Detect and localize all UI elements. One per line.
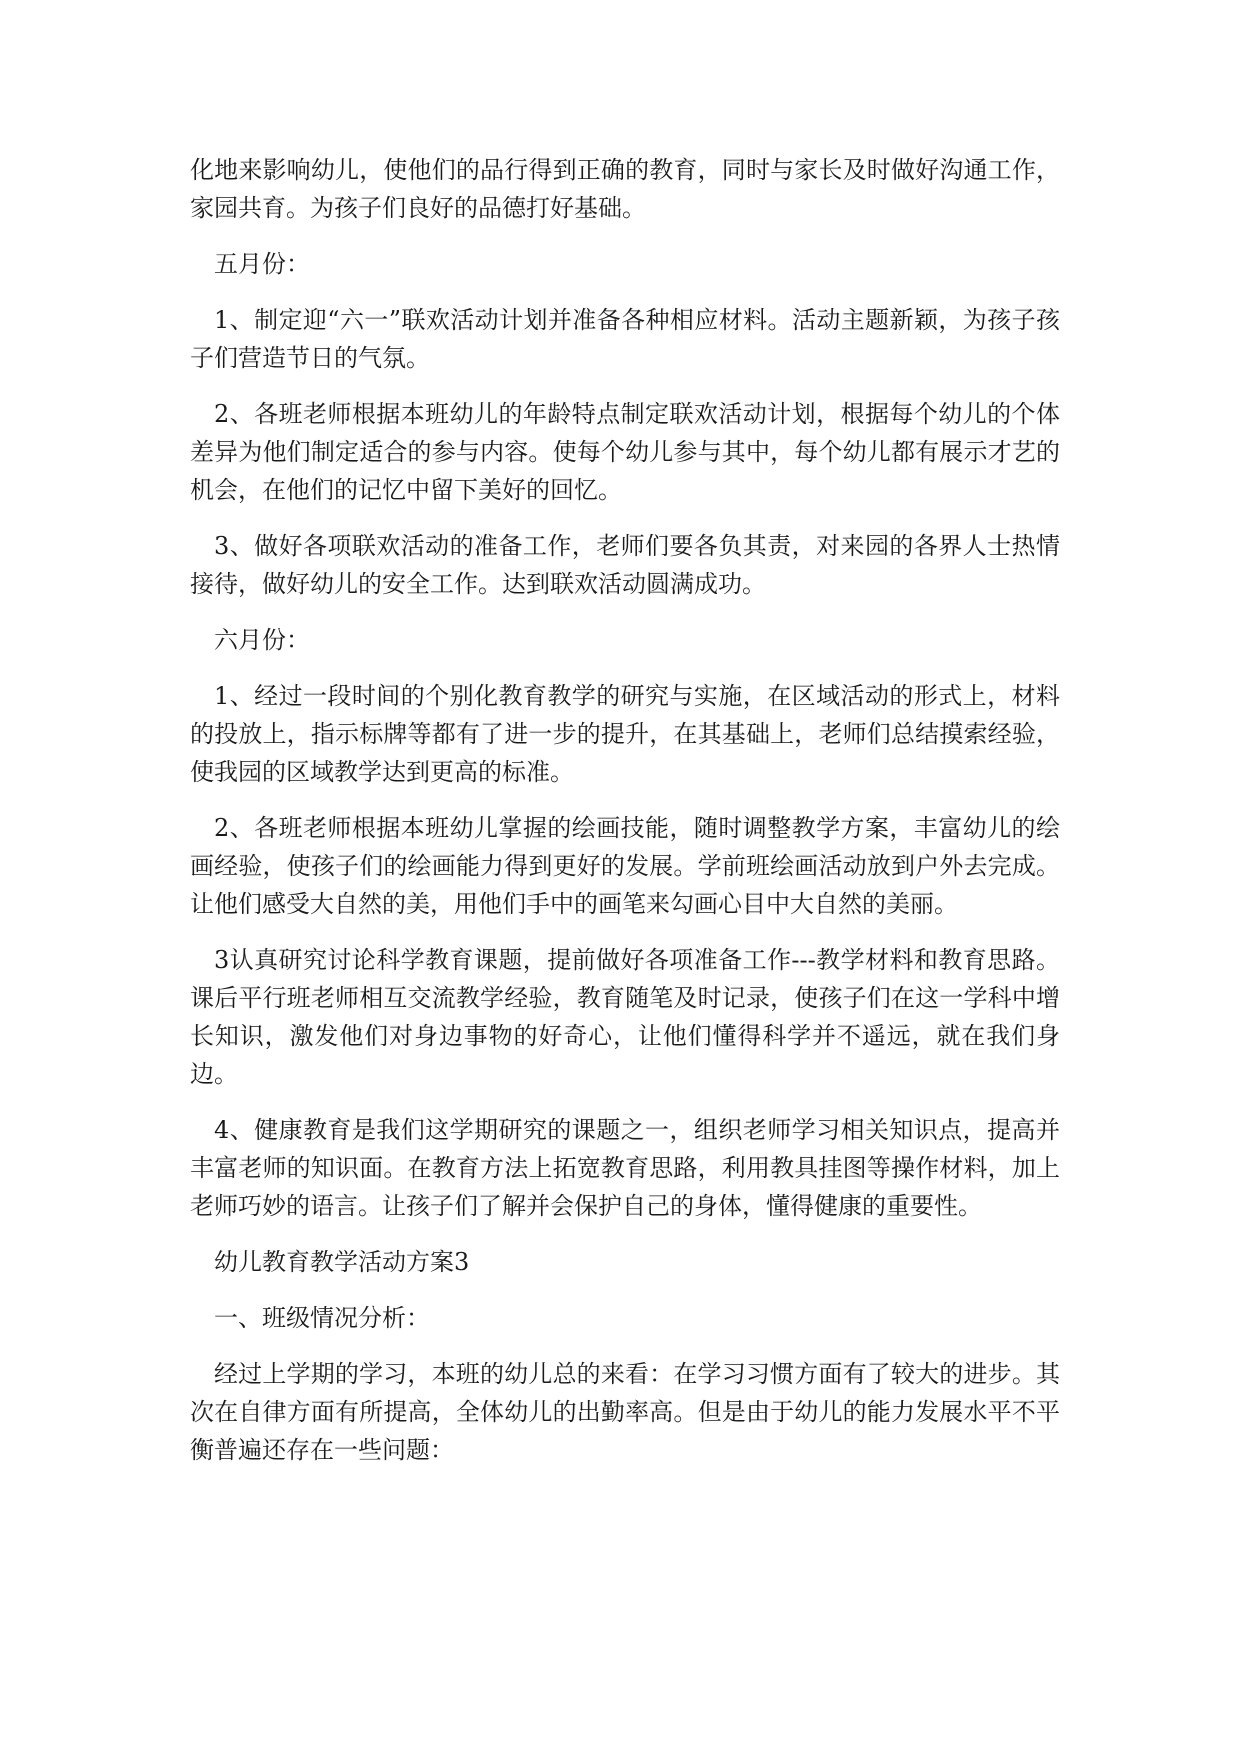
document-page <box>190 148 1060 1472</box>
paragraph-june-3: 3认真研究讨论科学教育课题，提前做好各项准备工作---教学材料和教育思路。课后平行班老师相互交流教学经验，教育随笔及时记录，使孩子们在这一学科中增长知识，激发他们对身边事物的好奇心，让他们懂得科学并不遥远，就在我们身边。 <box>190 946 1060 1088</box>
paragraph-june-1: 1、经过一段时间的个别化教育教学的研究与实施，在区域活动的形式上，材料的投放上，指示标牌等都有了进一步的提升，在其基础上，老师们总结摸索经验，使我园的区域教学达到更高的标准。 <box>190 682 1060 786</box>
paragraph-continued: 化地来影响幼儿，使他们的品行得到正确的教育，同时与家长及时做好沟通工作，家园共育。为孩子们良好的品德打好基础。 <box>190 156 1060 222</box>
paragraph-may-1: 1、制定迎“六一”联欢活动计划并准备各种相应材料。活动主题新颖，为孩子孩子们营造节日的气氛。 <box>190 306 1060 372</box>
paragraph-may-3: 3、做好各项联欢活动的准备工作，老师们要各负其责，对来园的各界人士热情接待，做好幼儿的安全工作。达到联欢活动圆满成功。 <box>190 532 1060 598</box>
heading-may: 五月份： <box>214 250 310 278</box>
section-title: 幼儿教育教学活动方案3 <box>214 1248 470 1276</box>
paragraph-june-4: 4、健康教育是我们这学期研究的课题之一，组织老师学习相关知识点，提高并丰富老师的知识面。在教育方法上拓宽教育思路，利用教具挂图等操作材料，加上老师巧妙的语言。让孩子们了解并会保护自己的身体，懂得健康的重要性。 <box>190 1116 1060 1220</box>
paragraph-june-2: 2、各班老师根据本班幼儿掌握的绘画技能，随时调整教学方案，丰富幼儿的绘画经验，使孩子们的绘画能力得到更好的发展。学前班绘画活动放到户外去完成。让他们感受大自然的美，用他们手中的画笔来勾画心目中大自然的美丽。 <box>190 814 1060 918</box>
paragraph-may-2: 2、各班老师根据本班幼儿的年龄特点制定联欢活动计划，根据每个幼儿的个体差异为他们制定适合的参与内容。使每个幼儿参与其中，每个幼儿都有展示才艺的机会，在他们的记忆中留下美好的回忆。 <box>190 400 1060 504</box>
heading-june: 六月份： <box>214 626 310 654</box>
subheading-class-analysis: 一、班级情况分析： <box>214 1304 430 1332</box>
paragraph-class-analysis: 经过上学期的学习，本班的幼儿总的来看：在学习习惯方面有了较大的进步。其次在自律方面有所提高，全体幼儿的出勤率高。但是由于幼儿的能力发展水平不平衡普遍还存在一些问题： <box>190 1360 1060 1464</box>
